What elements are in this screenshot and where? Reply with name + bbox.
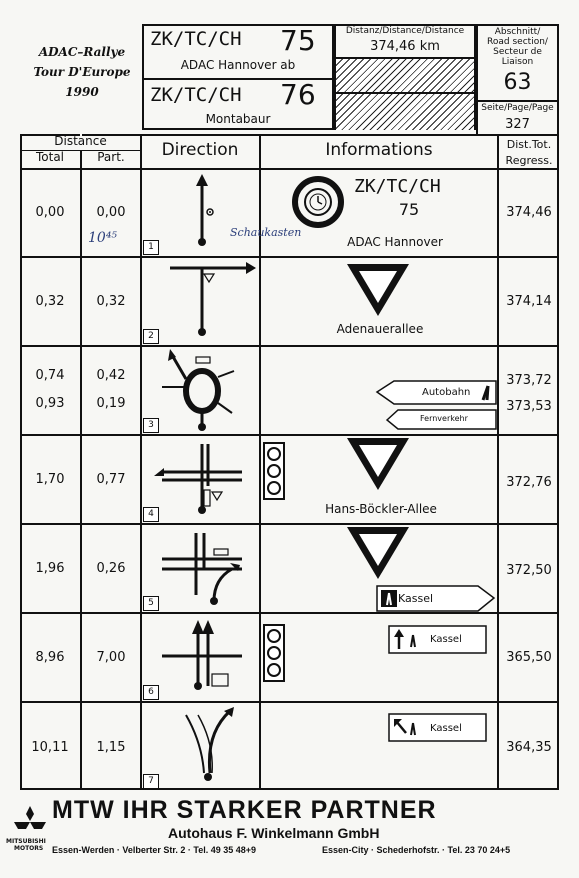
row1-handwritten-time: 10⁴⁵ [88,230,118,246]
section-label-3: Secteur de [493,47,542,57]
row3-info-sign-2: Fernverkehr [420,414,468,423]
row3-partial-b: 0,19 [96,396,126,411]
row1-regress: 374,46 [506,205,552,220]
control-start-code: ZK/TC/CH [150,28,242,50]
col-header-dist-tot [499,137,559,169]
row2-partial: 0,32 [96,294,126,309]
footer-slogan: MTW IHR STARKER PARTNER [52,796,437,824]
rally-year: 1990 [65,85,99,99]
row3-info-sign-1: Autobahn [422,387,471,398]
row4-regress: 372,76 [506,475,552,490]
section-value: 63 [503,70,532,95]
col-header-informations: Informations [325,140,433,160]
control-end-place: Montabaur [205,112,271,126]
logo-text-2: MOTORS [14,845,44,852]
mitsubishi-logo-icon [12,806,48,838]
row7-total: 10,11 [31,740,69,755]
control-end-number: 76 [280,78,316,111]
section-label-1: Abschnitt/ [494,27,541,37]
col-header-partial: Part. [97,150,125,164]
row5-info-sign: Kassel [398,592,434,605]
row2-total: 0,32 [35,294,65,309]
control-stamp-icon [292,176,344,228]
col-header-direction: Direction [161,140,239,160]
row7-direction-diagram [142,703,258,789]
row6-total: 8,96 [35,650,65,665]
row-sep-2 [20,345,559,347]
row2-index: 2 [143,329,159,344]
row1-info-number: 75 [398,200,420,219]
logo-text-1: MITSUBISHI [6,838,46,845]
row5-total: 1,96 [35,561,65,576]
row7-partial: 1,15 [96,740,126,755]
row-sep-3 [20,434,559,436]
row6-direction-diagram [142,614,258,700]
rally-title-line1: ADAC–Rallye [38,45,126,59]
row4-index: 4 [143,507,159,522]
row1-direction-diagram [142,170,258,256]
row1-index: 1 [143,240,159,255]
row6-regress: 365,50 [506,650,552,665]
row2-info-place: Adenauerallee [336,322,424,336]
row2-direction-diagram [142,258,258,344]
row3-total-b: 0,93 [35,396,65,411]
footer-address-1: Essen-Werden · Velberter Str. 2 · Tel. 49 35 48+9 [52,845,257,855]
col-header-dist-tot-1: Dist.Tot. [506,138,552,151]
col-sep-1 [80,134,82,790]
row3-index: 3 [143,418,159,433]
distance-value: 374,46 km [370,39,440,54]
row4-total: 1,70 [35,472,65,487]
kassel-sign-shape [376,585,496,613]
rally-title [24,42,140,102]
col-header-distance: Distance [54,134,107,148]
section-label [476,27,559,67]
row3-direction-diagram [142,347,258,433]
row3-partial: 0,42 [96,368,126,383]
traffic-light-icon [263,442,285,506]
row3-regress-b: 373,53 [506,399,552,414]
page-label: Seite/Page/Page [481,103,554,113]
row5-partial: 0,26 [96,561,126,576]
row1-partial: 0,00 [96,205,126,220]
page-value: 327 [505,117,530,132]
col-header-total: Total [35,150,65,164]
row5-regress: 372,50 [506,563,552,578]
yield-sign-icon [345,262,411,318]
row4-partial: 0,77 [96,472,126,487]
row3-total: 0,74 [35,368,65,383]
row-sep-1 [20,256,559,258]
row3-regress: 373,72 [506,373,552,388]
control-start-place: ADAC Hannover ab [180,58,296,72]
footer-dealer: Autohaus F. Winkelmann GmbH [168,825,380,841]
row7-info-sign: Kassel [430,723,462,734]
row4-direction-diagram [142,436,258,522]
distance-hatch-bottom [336,92,474,130]
row6-info-sign: Kassel [430,634,462,645]
yield-sign-icon-2 [345,436,411,492]
row6-index: 6 [143,685,159,700]
footer-address-2: Essen-City · Schederhofstr. · Tel. 23 70 24+5 [322,845,511,855]
section-label-2: Road section/ [487,37,548,47]
row1-handwritten-note: Schaukasten [230,226,302,239]
row1-info-place: ADAC Hannover [347,235,443,249]
row5-direction-diagram [142,525,258,611]
traffic-light-icon-2 [263,624,285,688]
row6-partial: 7,00 [96,650,126,665]
distance-hatch-top [336,57,474,93]
row-sep-6 [20,701,559,703]
rally-title-line2: Tour D'Europe [33,65,131,79]
distance-label: Distanz/Distance/Distance [345,26,465,36]
row2-regress: 374,14 [506,294,552,309]
control-start-number: 75 [280,24,316,57]
row7-index: 7 [143,774,159,789]
row1-info-code: ZK/TC/CH [354,176,441,197]
col-header-dist-tot-2: Regress. [505,154,553,167]
row1-total: 0,00 [35,205,65,220]
row5-index: 5 [143,596,159,611]
col-sep-4 [497,134,499,790]
row-sep-4 [20,523,559,525]
row7-regress: 364,35 [506,740,552,755]
row4-info-place: Hans-Böckler-Allee [325,502,437,516]
section-label-4: Liaison [501,57,534,67]
yield-sign-icon-3 [345,525,411,581]
row-sep-header [20,168,559,170]
control-end-code: ZK/TC/CH [150,84,242,106]
